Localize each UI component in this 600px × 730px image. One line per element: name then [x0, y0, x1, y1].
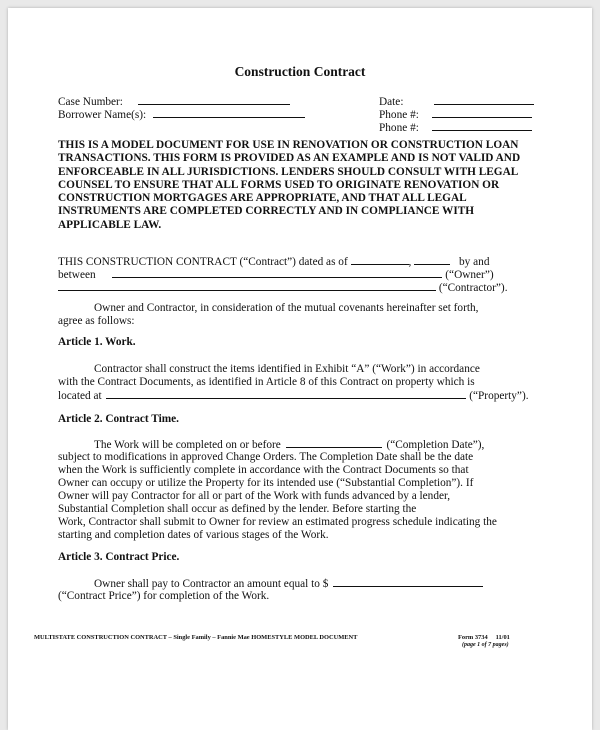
article-2-heading: Article 2. Contract Time.: [58, 413, 179, 425]
date-label: Date:: [379, 96, 404, 108]
article-1-heading: Article 1. Work.: [58, 336, 136, 348]
phone-field-2[interactable]: [432, 120, 532, 131]
article-2-line-7: Work, Contractor shall submit to Owner for review an estimated progress schedule indicating the: [58, 516, 497, 528]
article-2-line-5: Owner will pay Contractor for all or part of the Work with funds advanced by a lender,: [58, 490, 451, 502]
footer-form-number: Form 3734 11/01: [458, 634, 510, 641]
phone-label-2: Phone #:: [379, 122, 419, 134]
property-tag: (“Property”).: [469, 390, 529, 402]
consideration-line-1: Owner and Contractor, in consideration of the mutual covenants hereinafter set forth,: [94, 302, 479, 314]
contractor-name-field[interactable]: [58, 280, 436, 291]
article-3-line-2: (“Contract Price”) for completion of the Work.: [58, 590, 270, 602]
completion-date-field[interactable]: [286, 437, 382, 448]
case-number-label: Case Number:: [58, 96, 123, 108]
contract-price-text: Owner shall pay to Contractor an amount equal to $: [94, 578, 329, 590]
intro-text: THIS CONSTRUCTION CONTRACT (“Contract”) dated as of: [58, 256, 348, 268]
document-title: Construction Contract: [234, 64, 366, 79]
completion-date-tag: (“Completion Date”),: [386, 439, 485, 451]
borrower-field[interactable]: [153, 107, 305, 118]
legal-warning: THIS IS A MODEL DOCUMENT FOR USE IN RENOVATION OR CONSTRUCTION LOAN TRANSACTIONS. THIS FORM IS PROVIDED AS AN EXAMPLE AND IS NOT VALID AND ENFORCEABLE IN ALL JURISDICTIONS. LENDERS SHOULD CONSULT WITH LEGAL COUNSEL TO ENSURE THAT ALL FORMS USED TO ORIGINATE RENOVATION OR CONSTRUCTION MORTGAGES ARE APPROPRIATE, AND THAT ALL LEGAL INSTRUMENTS ARE COMPLETED CORRECTLY AND IN COMPLIANCE WITH APPLICABLE LAW.: [58, 139, 521, 231]
property-address-field[interactable]: [106, 388, 466, 399]
owner-tag: (“Owner”): [445, 269, 494, 281]
article-2-line-8: starting and completion dates of various stages of the Work.: [58, 529, 329, 541]
phone-row-2: [379, 120, 532, 135]
article-1-line-3: [58, 388, 529, 403]
date-field[interactable]: [434, 94, 534, 105]
contract-year-field[interactable]: [414, 254, 450, 265]
phone-field-1[interactable]: [432, 107, 532, 118]
intro-line-3: [58, 280, 508, 295]
document-page: [8, 8, 592, 730]
article-1-line-1: Contractor shall construct the items identified in Exhibit “A” (“Work”) in accordance: [94, 363, 480, 375]
article-3-heading: Article 3. Contract Price.: [58, 551, 180, 563]
owner-name-field[interactable]: [112, 267, 442, 278]
completion-text: The Work will be completed on or before: [94, 439, 281, 451]
intro-comma: ,: [408, 256, 412, 268]
contractor-tag: (“Contractor”).: [438, 282, 508, 294]
footer-document-name: MULTISTATE CONSTRUCTION CONTRACT – Single Family – Fannie Mae HOMESTYLE MODEL DOCUMENT: [34, 634, 358, 641]
borrower-row: [58, 107, 305, 122]
case-number-field[interactable]: [138, 94, 290, 105]
consideration-line-2: agree as follows:: [58, 315, 135, 327]
article-2-line-3: when the Work is sufficiently complete in accordance with the Contract Documents so that: [58, 464, 469, 476]
contract-price-field[interactable]: [333, 576, 483, 587]
intro-by-and: by and: [459, 256, 490, 268]
footer-page-number: (page 1 of 7 pages): [462, 642, 509, 648]
contract-date-field[interactable]: [351, 254, 409, 265]
phone-label-1: Phone #:: [379, 109, 419, 121]
article-2-line-6: Substantial Completion shall occur as defined by the lender. Before starting the: [58, 503, 417, 515]
article-2-line-2: subject to modifications in approved Change Orders. The Completion Date shall be the date: [58, 451, 474, 463]
borrower-label: Borrower Name(s):: [58, 109, 147, 121]
article-2-line-4: Owner can occupy or utilize the Property for its intended use (“Substantial Completion”). If: [58, 477, 474, 489]
intro-between: between: [58, 269, 96, 281]
article-1-line-2: with the Contract Documents, as identified in Article 8 of this Contract on property which is: [58, 376, 475, 388]
located-at-label: located at: [58, 390, 102, 402]
